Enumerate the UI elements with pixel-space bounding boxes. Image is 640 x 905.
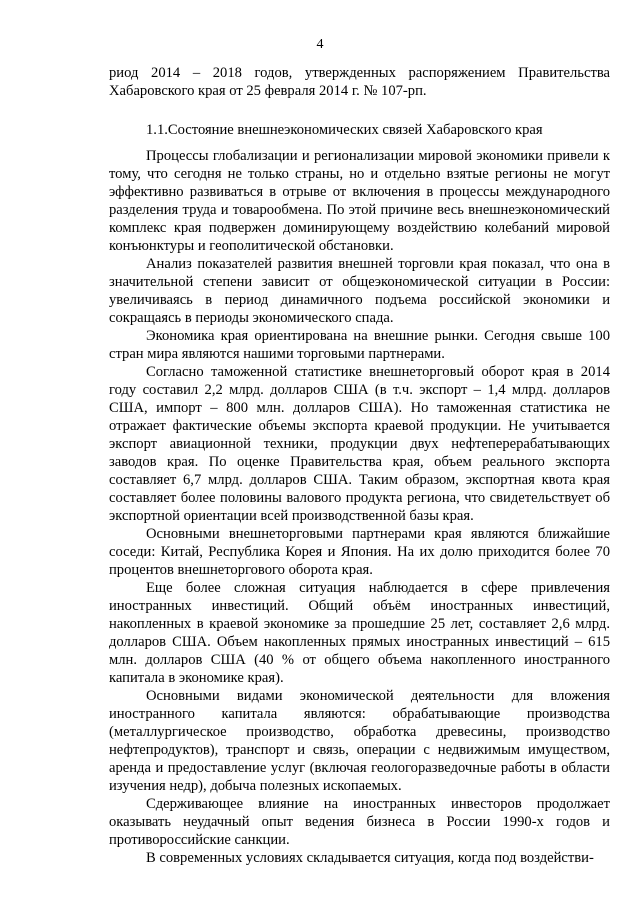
paragraph-external-markets: Экономика края ориентирована на внешние рынки. Сегодня свыше 100 стран мира являются нашими торговыми партнерами.	[109, 328, 610, 362]
paragraph-customs-statistics: Согласно таможенной статистике внешнеторговый оборот края в 2014 году составил 2,2 млрд. долларов США (в т.ч. экспорт – 1,4 млрд. долларов США, импорт – 800 млн. долларов США). Но таможенная статистика не отражает фактические объемы экспорта краевой продукции. Не учитывается экспорт авиационной техники, продукции двух нефтеперерабатывающих заводов края. По оценке Правительства края, объем реального экспорта составляет 6,7 млрд. долларов США. Таким образом, экспортная квота края составляет более половины валового продукта региона, что свидетельствует об экспортной ориентации всей производственной базы края.	[109, 364, 610, 524]
paragraph-investment-activities: Основными видами экономической деятельности для вложения иностранного капитала являются: обрабатывающие производства (металлургическое производство, обработка древесины, производство нефтепродуктов), транспорт и связь, операции с недвижимым имуществом, аренда и предоставление услуг (включая геологоразведочные работы в области изучения недр), добыча полезных ископаемых.	[109, 688, 610, 794]
section-title: 1.1.Состояние внешнеэкономических связей Хабаровского края	[146, 122, 543, 138]
paragraph-restraining-factors: Сдерживающее влияние на иностранных инвесторов продолжает оказывать неудачный опыт ведения бизнеса в России 1990-х годов и противороссийские санкции.	[109, 796, 610, 848]
paragraph-foreign-investment: Еще более сложная ситуация наблюдается в сфере привлечения иностранных инвестиций. Общий объём иностранных инвестиций, накопленных в краевой экономике за прошедшие 25 лет, составляет 2,6 млрд. долларов США. Объем накопленных прямых иностранных инвестиций – 615 млн. долларов США (40 % от общего объема накопленного иностранного капитала в экономике края).	[109, 580, 610, 686]
intro-paragraph: риод 2014 – 2018 годов, утвержденных распоряжением Правительства Хабаровского края от 25 февраля 2014 г. № 107-рп.	[109, 65, 610, 99]
paragraph-trade-analysis: Анализ показателей развития внешней торговли края показал, что она в значительной степени зависит от общеэкономической ситуации в России: увеличиваясь в период динамичного подъема российской экономики и сокращаясь в периоды экономического спада.	[109, 256, 610, 326]
document-body	[109, 64, 610, 867]
page-number: 4	[316, 37, 324, 52]
paragraph-current-conditions: В современных условиях складывается ситуация, когда под воздействи-	[146, 850, 594, 866]
paragraph-globalization: Процессы глобализации и регионализации мировой экономики привели к тому, что сегодня не только страны, но и отдельно взятые регионы не могут эффективно развиваться в отрыве от включения в процессы международного разделения труда и товарообмена. По этой причине весь внешнеэкономический комплекс края подвержен доминирующему воздействию колебаний мировой конъюнктуры и геополитической обстановки.	[109, 148, 610, 254]
paragraph-trade-partners: Основными внешнеторговыми партнерами края являются ближайшие соседи: Китай, Республика Корея и Япония. На их долю приходится более 70 процентов внешнеторгового оборота края.	[109, 526, 610, 578]
